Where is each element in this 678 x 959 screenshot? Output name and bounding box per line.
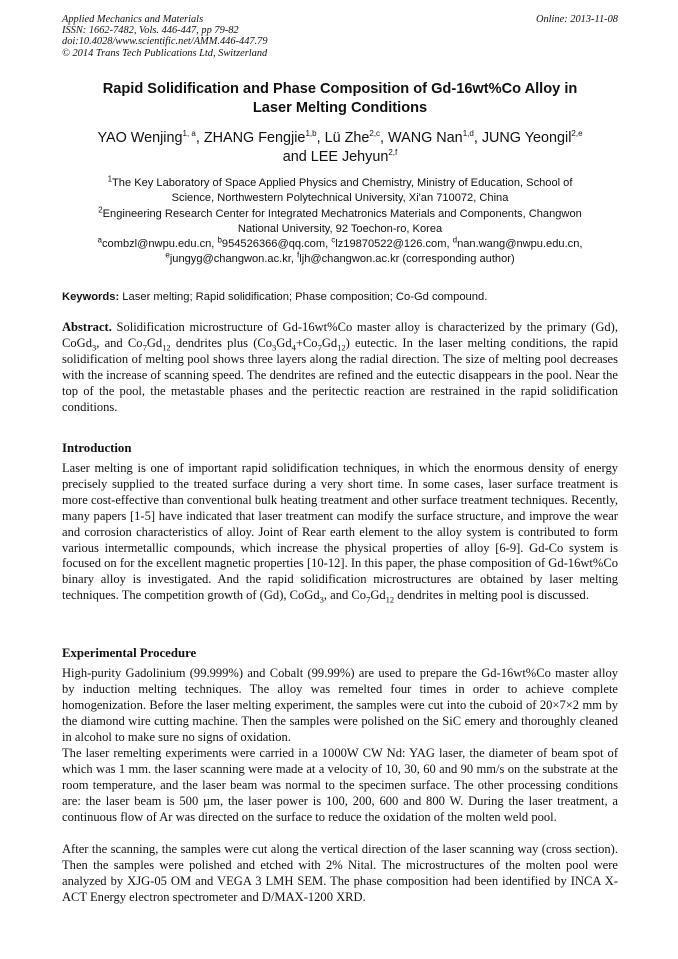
abstract bbox=[62, 320, 618, 415]
subscript: 3 bbox=[319, 594, 324, 605]
author-name: ZHANG Fengjie bbox=[203, 130, 306, 146]
author-list bbox=[62, 129, 618, 167]
email-address: nan.wang@nwpu.edu.cn, bbox=[457, 238, 583, 250]
email-mark: f bbox=[297, 249, 300, 259]
author-separator: , bbox=[195, 130, 204, 146]
affiliation-line: National University, 92 Toechon-ro, Korea bbox=[237, 222, 443, 235]
abstract-label: Abstract. bbox=[62, 320, 112, 334]
journal-doi: doi:10.4028/www.scientific.net/AMM.446-447.79 bbox=[62, 36, 268, 48]
journal-name: Applied Mechanics and Materials bbox=[62, 14, 204, 25]
journal-header bbox=[62, 14, 618, 59]
email-mark: c bbox=[331, 235, 336, 245]
author-affiliation-mark: 1,b bbox=[305, 129, 317, 139]
keywords bbox=[62, 290, 618, 305]
journal-issn: ISSN: 1662-7482, Vols. 446-447, pp 79-82 bbox=[62, 25, 239, 37]
title-line-2: Laser Melting Conditions bbox=[252, 100, 428, 116]
email-mark: e bbox=[165, 249, 170, 259]
affiliation-line: The Key Laboratory of Space Applied Physics and Chemistry, Ministry of Education, School of bbox=[112, 177, 573, 189]
keywords-label: Keywords: bbox=[62, 291, 120, 303]
subscript: 7 bbox=[142, 342, 147, 353]
keywords-text: Laser melting; Rapid solidification; Phase composition; Co-Gd compound. bbox=[119, 291, 488, 303]
affiliation-mark: 1 bbox=[107, 174, 113, 184]
email-mark: d bbox=[452, 235, 458, 245]
subscript: 12 bbox=[385, 594, 395, 605]
author-affiliation-mark: 2,e bbox=[571, 129, 583, 139]
subscript: 12 bbox=[162, 342, 171, 353]
author-separator: , bbox=[316, 130, 325, 146]
online-date: Online: 2013-11-08 bbox=[535, 14, 618, 25]
author-affiliation-mark: 1,d bbox=[462, 129, 474, 139]
affiliation-mark: 2 bbox=[98, 205, 103, 215]
author-affiliation-mark: 1, a bbox=[182, 129, 196, 139]
email-list bbox=[62, 237, 618, 266]
abstract-text: Gd bbox=[321, 335, 338, 350]
introduction-heading: Introduction bbox=[62, 441, 132, 455]
abstract-text: Gd bbox=[146, 335, 163, 350]
author-affiliation-mark: 2,f bbox=[388, 148, 398, 158]
subscript: 3 bbox=[272, 342, 277, 353]
subscript: 7 bbox=[366, 594, 371, 605]
body-text: dendrites in melting pool is discussed. bbox=[394, 588, 589, 603]
author-separator: , bbox=[473, 130, 482, 146]
abstract-text: Gd bbox=[276, 335, 292, 350]
experimental-paragraph-2: The laser remelting experiments were carried in a 1000W CW Nd: YAG laser, the diameter of beam spot of which was 1 mm. the laser scanning were made at a velocity of 10, 30, 60 and 90 mm/s on the substrate at the room temperature, and the laser beam was normal to the specimen surface. The other processing conditions are: the laser beam is 500 µm, the laser power is 100, 200, 600 and 800 W. During the laser treatment, a continuous flow of Ar was directed on the surface to reduce the oxidation of the molten weld pool. bbox=[62, 746, 618, 824]
introduction-paragraph bbox=[62, 461, 618, 604]
abstract-text: dendrites plus (Co bbox=[170, 335, 273, 350]
experimental-paragraph-3: After the scanning, the samples were cut along the vertical direction of the laser scanning way (cross section). Then the samples were polished and etched with 2% Nital. The microstructures of the molten pool were analyzed by XJG-05 OM and VEGA 3 LMH SEM. The phase composition had been identified by INCA X-ACT Energy electron spectrometer and D/MAX-1200 XRD. bbox=[62, 842, 618, 904]
subscript: 4 bbox=[291, 342, 296, 353]
author-name: WANG Nan bbox=[388, 130, 463, 146]
affiliation-2 bbox=[62, 207, 618, 236]
author-name: Lü Zhe bbox=[324, 130, 370, 146]
experimental-heading: Experimental Procedure bbox=[62, 646, 197, 660]
email-mark: a bbox=[97, 235, 102, 245]
email-address: ljh@changwon.ac.kr (corresponding author) bbox=[299, 252, 515, 265]
subscript: 3 bbox=[91, 342, 97, 353]
author-name: JUNG Yeongil bbox=[481, 130, 572, 146]
email-address: lz19870522@126.com, bbox=[335, 238, 453, 250]
email-address: 954526366@qq.com, bbox=[221, 238, 332, 250]
subscript: 12 bbox=[337, 342, 346, 353]
abstract-text: ) eutectic. In the laser melting conditions, the rapid solidification of melting pool shows three layers along the radial direction. The size of melting pool decreases with the increase of scanning speed. The dendrites are refined and the eutectic disappears in the pool. Near the top of the pool, the metastable phases and the peritectic reaction are restrained in the rapid solidification conditions. bbox=[62, 335, 618, 414]
body-text: Laser melting is one of important rapid solidification techniques, in which the enormous density of energy precisely supplied to the treated surface during a very short time. In some cases, laser surface treatment is more cost-effective than conventional bulk heating treatment and other surface treatment techniques. Recently, many papers [1-5] have indicated that laser treatment can modify the surface structure, and improve the wear and corrosion characteristics of alloy. Joint of Rear earth element to the alloy system is contributed to form various intermetallic compounds, which increase the physical properties of alloy [6-9]. Gd-Co system is focused on for the excellent magnetic properties [10-12]. In this paper, the phase composition of Gd-16wt%Co binary alloy is investigated. And the rapid solidification microstructures are obtained by laser melting techniques. The competition growth of (Gd), CoGd bbox=[62, 461, 618, 603]
email-mark: b bbox=[217, 235, 222, 245]
email-address: jungyg@changwon.ac.kr, bbox=[169, 252, 298, 265]
author-separator: , bbox=[380, 130, 389, 146]
abstract-text: Solidification microstructure of Gd-16wt%Co master alloy is characterized by the primary (Gd), CoGd bbox=[62, 320, 618, 350]
author-affiliation-mark: 2,c bbox=[369, 129, 381, 139]
abstract-text: , and Co bbox=[96, 335, 143, 350]
email-address: combzl@nwpu.edu.cn, bbox=[101, 238, 218, 250]
affiliation-1 bbox=[62, 176, 618, 205]
affiliation-line: Science, Northwestern Polytechnical University, Xi'an 710072, China bbox=[171, 191, 509, 204]
body-text: Gd bbox=[370, 588, 386, 603]
author-name: and LEE Jehyun bbox=[282, 149, 389, 165]
author-name: YAO Wenjing bbox=[97, 130, 183, 146]
body-text: , and Co bbox=[323, 588, 367, 603]
paper-title bbox=[62, 80, 618, 118]
abstract-text: +Co bbox=[295, 335, 318, 350]
title-line-1: Rapid Solidification and Phase Composition of Gd-16wt%Co Alloy in bbox=[102, 81, 578, 97]
journal-copyright: © 2014 Trans Tech Publications Ltd, Switzerland bbox=[62, 47, 268, 59]
experimental-paragraph-1: High-purity Gadolinium (99.999%) and Cobalt (99.99%) are used to prepare the Gd-16wt%Co master alloy by induction melting techniques. The alloy was remelted four times in order to achieve complete homogenization. Before the laser melting experiment, the samples were cut into the cuboid of 20×7×2 mm by the diamond wire cutting machine. Then the samples were polished on the SiC emery and thoroughly cleaned in alcohol to make sure no signs of oxidation. bbox=[62, 666, 618, 744]
affiliation-line: Engineering Research Center for Integrated Mechatronics Materials and Components, Changwon bbox=[102, 208, 582, 220]
subscript: 7 bbox=[317, 342, 322, 353]
